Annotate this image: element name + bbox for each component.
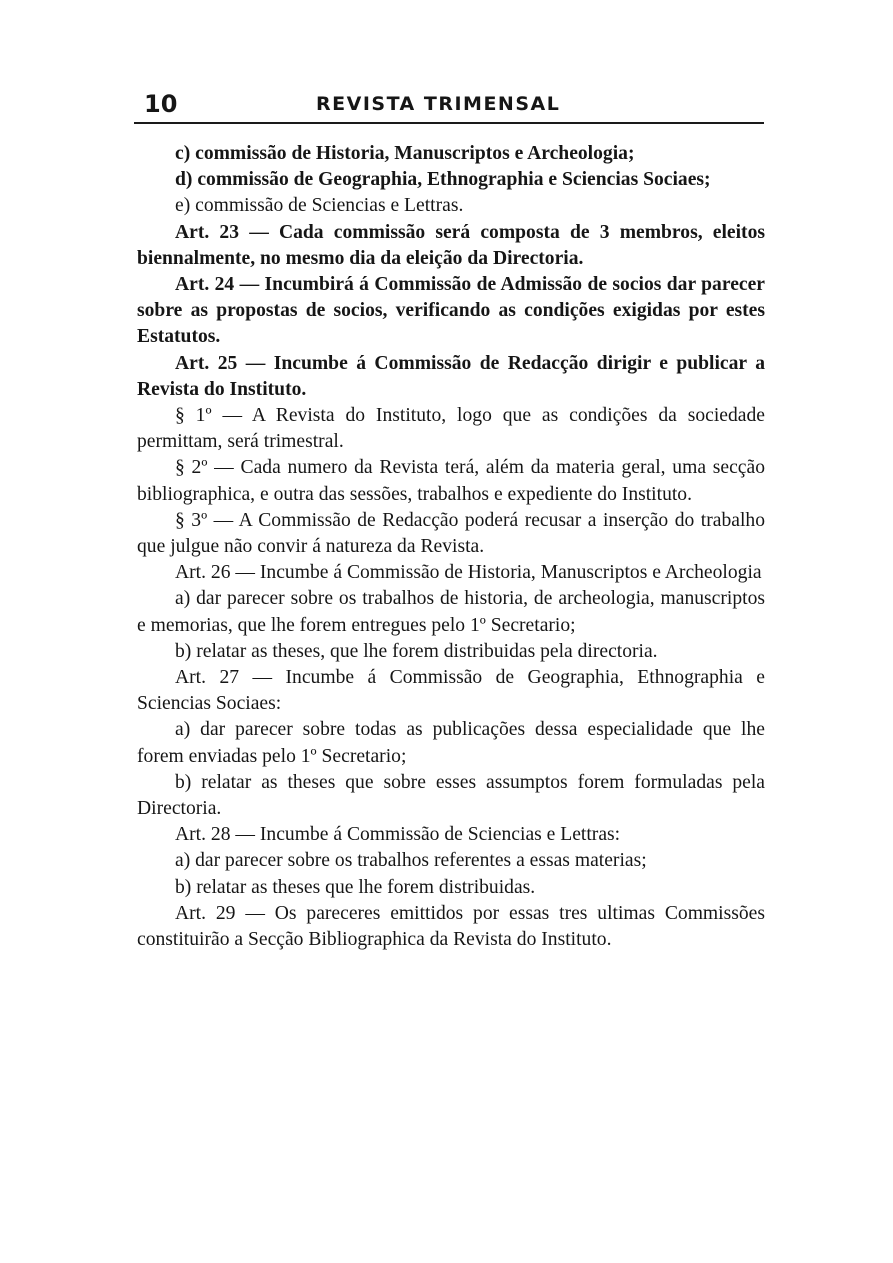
page-number: 10 [144, 90, 178, 118]
paragraph-art-25-section-1: § 1º — A Revista do Instituto, logo que as condições da sociedade permittam, será trimestral. [137, 405, 765, 453]
paragraph-art-27-item-a: a) dar parecer sobre todas as publicações dessa especialidade que lhe forem enviadas pelo 1º Secretario; [137, 719, 765, 767]
paragraph-art-28-item-a: a) dar parecer sobre os trabalhos referentes a essas materias; [175, 850, 647, 872]
body-text [137, 141, 765, 953]
paragraph-art-25: Art. 25 — Incumbe á Commissão de Redacção dirigir e publicar a Revista do Instituto. [137, 352, 765, 400]
paragraph-art-27: Art. 27 — Incumbe á Commissão de Geographia, Ethnographia e Sciencias Sociaes: [137, 667, 765, 715]
running-title: REVISTA TRIMENSAL [316, 93, 561, 115]
paragraph-art-23: Art. 23 — Cada commissão será composta de 3 membros, eleitos biennalmente, no mesmo dia da eleição da Directoria. [137, 221, 765, 269]
paragraph-art-29: Art. 29 — Os pareceres emittidos por essas tres ultimas Commissões constituirão a Secção Bibliographica da Revista do Instituto. [137, 902, 765, 951]
paragraph-item-e: e) commissão de Sciencias e Lettras. [175, 195, 464, 217]
paragraph-art-26-item-a: a) dar parecer sobre os trabalhos de historia, de archeologia, manuscriptos e memorias, que lhe forem entregues pelo 1º Secretario; [137, 588, 765, 636]
paragraph-art-28: Art. 28 — Incumbe á Commissão de Sciencias e Lettras: [175, 824, 621, 846]
paragraph-item-d: d) commissão de Geographia, Ethnographia e Sciencias Sociaes; [175, 169, 711, 191]
paragraph-art-26-item-b: b) relatar as theses, que lhe forem distribuidas pela directoria. [175, 640, 658, 662]
paragraph-art-25-section-2: § 2º — Cada numero da Revista terá, além da materia geral, uma secção bibliographica, e outra das sessões, trabalhos e expediente do Instituto. [137, 457, 765, 505]
paragraph-art-27-item-b: b) relatar as theses que sobre esses assumptos forem formuladas pela Directoria. [137, 771, 765, 820]
paragraph-art-28-item-b: b) relatar as theses que lhe forem distribuidas. [175, 876, 536, 898]
paragraph-item-c: c) commissão de Historia, Manuscriptos e Archeologia; [175, 143, 635, 164]
paragraph-art-24: Art. 24 — Incumbirá á Commissão de Admissão de socios dar parecer sobre as propostas de socios, verificando as condições exigidas por estes Estatutos. [137, 274, 765, 348]
paragraph-art-25-section-3: § 3º — A Commissão de Redacção poderá recusar a inserção do trabalho que julgue não convir á natureza da Revista. [137, 509, 765, 558]
paragraph-art-26: Art. 26 — Incumbe á Commissão de Historia, Manuscriptos e Archeologia [175, 562, 762, 584]
header-rule [134, 122, 764, 124]
page-header [134, 90, 764, 122]
